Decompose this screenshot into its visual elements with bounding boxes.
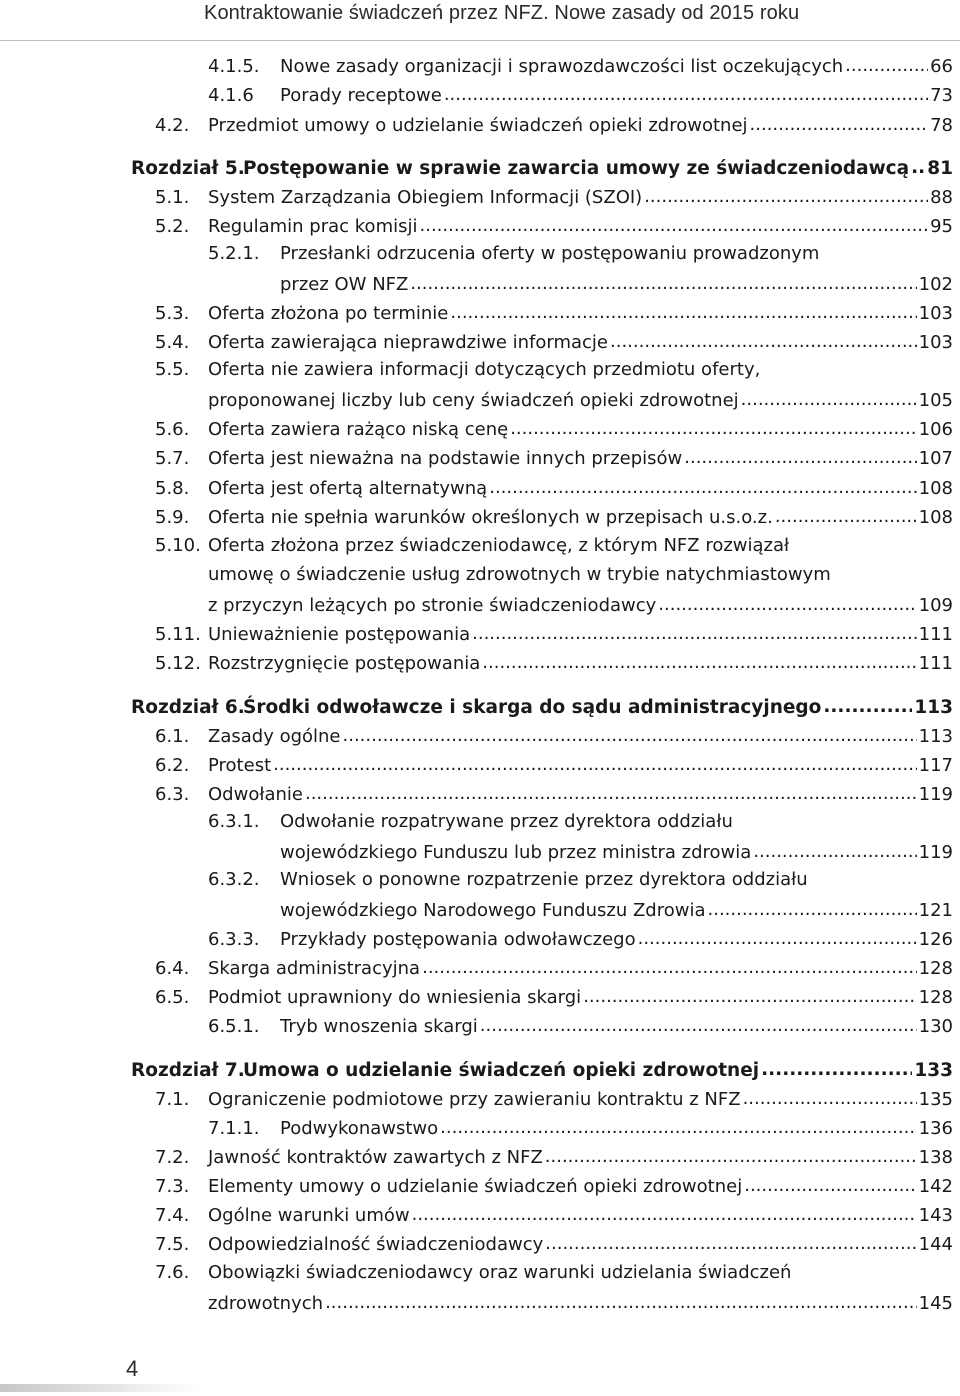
toc-dot-leader: [761, 1058, 912, 1076]
toc-entry-page: 138: [918, 1147, 953, 1168]
toc-entry-number: Rozdział 6.: [131, 697, 245, 718]
toc-entry-page: 128: [918, 987, 953, 1008]
toc-entry-number: 4.1.6: [208, 85, 254, 106]
toc-entry-title: Ograniczenie podmiotowe przy zawieraniu kontraktu z NFZ: [208, 1089, 741, 1110]
toc-entry-title: Odwołanie: [208, 784, 303, 805]
toc-entry-page: 144: [918, 1234, 953, 1255]
toc-dot-leader: [753, 840, 916, 858]
toc-chapter-entry: [131, 156, 953, 184]
toc-entry: [155, 753, 953, 781]
toc-entry-number: 6.1.: [155, 726, 190, 747]
toc-entry-title: proponowanej liczby lub ceny świadczeń opieki zdrowotnej: [208, 390, 739, 411]
toc-entry-number: 5.11.: [155, 624, 201, 645]
toc-dot-leader: [545, 1145, 917, 1163]
toc-entry: [208, 869, 953, 897]
toc-entry: [155, 1232, 953, 1260]
footer-decoration-bar: [0, 1384, 200, 1392]
toc-entry-page: 107: [918, 448, 953, 469]
toc-entry-title: Odpowiedzialność świadczeniodawcy: [208, 1234, 544, 1255]
toc-entry-page: 117: [918, 755, 953, 776]
toc-entry-page: 106: [918, 419, 953, 440]
toc-entry-page: 135: [918, 1089, 953, 1110]
running-header: [0, 0, 960, 30]
toc-dot-leader: [823, 695, 912, 713]
toc-entry-page: 88: [930, 187, 953, 208]
toc-entry-page: 108: [918, 478, 953, 499]
toc-entry: [155, 505, 953, 533]
toc-entry-title: Unieważnienie postępowania: [208, 624, 471, 645]
toc-entry-page: 113: [918, 726, 953, 747]
toc-entry-number: 4.2.: [155, 115, 190, 136]
toc-entry: [155, 564, 953, 592]
toc-dot-leader: [480, 1014, 917, 1032]
toc-dot-leader: [684, 446, 916, 464]
toc-entry-number: 7.1.1.: [208, 1118, 260, 1139]
page-number: 4: [126, 1356, 139, 1381]
toc-entry-page: 111: [918, 653, 953, 674]
toc-dot-leader: [440, 1116, 916, 1134]
toc-entry-number: 6.5.: [155, 987, 190, 1008]
toc-entry: [155, 330, 953, 358]
toc-dot-leader: [911, 156, 925, 174]
toc-entry-title: Przedmiot umowy o udzielanie świadczeń opieki zdrowotnej: [208, 115, 748, 136]
toc-entry-title: Skarga administracyjna: [208, 958, 421, 979]
toc-entry-number: 5.8.: [155, 478, 190, 499]
toc-dot-leader: [343, 724, 917, 742]
toc-entry-number: 5.2.1.: [208, 243, 260, 264]
toc-chapter-entry: [131, 1058, 953, 1086]
toc-dot-leader: [450, 301, 916, 319]
toc-entry-page: 128: [918, 958, 953, 979]
toc-entry-title: Obowiązki świadczeniodawcy oraz warunki udzielania świadczeń: [208, 1262, 792, 1283]
toc-entry-number: 5.2.: [155, 216, 190, 237]
toc-dot-leader: [545, 1232, 916, 1250]
toc-dot-leader: [741, 388, 917, 406]
toc-entry: [208, 840, 953, 868]
toc-dot-leader: [845, 54, 928, 72]
toc-entry-title: Jawność kontraktów zawartych z NFZ: [208, 1147, 543, 1168]
toc-entry-page: 126: [918, 929, 953, 950]
toc-entry: [208, 54, 953, 82]
toc-dot-leader: [644, 185, 928, 203]
toc-dot-leader: [510, 417, 916, 435]
toc-entry-number: 6.3.: [155, 784, 190, 805]
toc-entry-page: 73: [930, 85, 953, 106]
toc-dot-leader: [775, 505, 917, 523]
toc-entry-title: Postępowanie w sprawie zawarcia umowy ze świadczeniodawcą: [243, 158, 910, 179]
toc-entry-page: 66: [930, 56, 953, 77]
toc-entry: [208, 1014, 953, 1042]
toc-dot-leader: [489, 476, 916, 494]
toc-entry-number: 5.9.: [155, 507, 190, 528]
toc-entry-title: umowę o świadczenie usług zdrowotnych w trybie natychmiastowym: [208, 564, 831, 585]
toc-entry-number: 5.7.: [155, 448, 190, 469]
toc-entry: [155, 185, 953, 213]
toc-entry: [155, 1145, 953, 1173]
toc-dot-leader: [422, 956, 917, 974]
toc-entry-title: Wniosek o ponowne rozpatrzenie przez dyrektora oddziału: [280, 869, 808, 890]
toc-entry: [155, 446, 953, 474]
toc-entry-title: Oferta jest ofertą alternatywną: [208, 478, 488, 499]
toc-entry-number: Rozdział 7.: [131, 1060, 245, 1081]
toc-entry-number: 5.6.: [155, 419, 190, 440]
toc-dot-leader: [410, 272, 916, 290]
toc-entry-title: Nowe zasady organizacji i sprawozdawczości list oczekujących: [280, 56, 844, 77]
toc-entry-page: 145: [918, 1293, 953, 1314]
header-divider: [0, 40, 960, 41]
toc-entry-title: wojewódzkiego Narodowego Funduszu Zdrowia: [280, 900, 706, 921]
toc-entry-title: Oferta nie zawiera informacji dotyczących przedmiotu oferty,: [208, 359, 761, 380]
toc-entry-page: 78: [930, 115, 953, 136]
toc-entry-number: 6.2.: [155, 755, 190, 776]
toc-dot-leader: [583, 985, 916, 1003]
toc-entry-title: przez OW NFZ: [280, 274, 409, 295]
toc-entry: [155, 985, 953, 1013]
toc-entry: [155, 1291, 953, 1319]
toc-entry-title: Przesłanki odrzucenia oferty w postępowaniu prowadzonym: [280, 243, 820, 264]
running-header-title: Kontraktowanie świadczeń przez NFZ. Nowe zasady od 2015 roku: [204, 2, 800, 24]
toc-dot-leader: [743, 1087, 917, 1105]
toc-entry: [155, 388, 953, 416]
toc-entry: [155, 651, 953, 679]
toc-entry-page: 113: [914, 697, 953, 718]
toc-entry-number: 6.5.1.: [208, 1016, 260, 1037]
toc-entry-page: 105: [918, 390, 953, 411]
toc-entry-title: Oferta nie spełnia warunków określonych w przepisach u.s.o.z.: [208, 507, 773, 528]
toc-entry-number: 6.3.3.: [208, 929, 260, 950]
toc-entry: [155, 956, 953, 984]
toc-entry-page: 142: [918, 1176, 953, 1197]
toc-entry-page: 130: [918, 1016, 953, 1037]
toc-dot-leader: [744, 1174, 916, 1192]
toc-entry-number: 6.3.2.: [208, 869, 260, 890]
toc-entry-number: 5.5.: [155, 359, 190, 380]
toc-entry-number: 5.10.: [155, 535, 201, 556]
toc-entry: [208, 243, 953, 271]
toc-entry-title: Porady receptowe: [280, 85, 442, 106]
toc-entry: [208, 1116, 953, 1144]
toc-entry-number: 5.4.: [155, 332, 190, 353]
toc-entry-page: 133: [914, 1060, 953, 1081]
toc-entry-number: Rozdział 5.: [131, 158, 245, 179]
toc-entry-number: 7.5.: [155, 1234, 190, 1255]
toc-entry-title: Elementy umowy o udzielanie świadczeń opieki zdrowotnej: [208, 1176, 743, 1197]
toc-entry-page: 119: [918, 842, 953, 863]
toc-entry-title: Tryb wnoszenia skargi: [280, 1016, 478, 1037]
toc-entry-number: 7.2.: [155, 1147, 190, 1168]
toc-entry: [155, 1087, 953, 1115]
toc-entry-title: Ogólne warunki umów: [208, 1205, 410, 1226]
toc-entry-title: z przyczyn leżących po stronie świadczeniodawcy: [208, 595, 657, 616]
toc-entry-title: zdrowotnych: [208, 1293, 324, 1314]
toc-entry-title: Umowa o udzielanie świadczeń opieki zdrowotnej: [243, 1060, 760, 1081]
toc-entry: [155, 113, 953, 141]
toc-entry-number: 5.12.: [155, 653, 201, 674]
toc-entry-page: 103: [918, 332, 953, 353]
toc-dot-leader: [638, 927, 917, 945]
toc-entry-title: Podmiot uprawniony do wniesienia skargi: [208, 987, 582, 1008]
toc-entry: [208, 898, 953, 926]
toc-entry-title: Oferta złożona przez świadczeniodawcę, z którym NFZ rozwiązał: [208, 535, 790, 556]
toc-dot-leader: [412, 1203, 917, 1221]
toc-entry-title: Zasady ogólne: [208, 726, 341, 747]
toc-entry: [155, 476, 953, 504]
toc-entry-page: 81: [927, 158, 953, 179]
toc-entry-title: Oferta jest nieważna na podstawie innych przepisów: [208, 448, 683, 469]
toc-entry-page: 119: [918, 784, 953, 805]
toc-entry: [208, 83, 953, 111]
toc-entry-page: 102: [918, 274, 953, 295]
toc-entry: [155, 214, 953, 242]
toc-entry: [155, 417, 953, 445]
toc-entry-page: 103: [918, 303, 953, 324]
toc-entry-title: Oferta złożona po terminie: [208, 303, 449, 324]
toc-dot-leader: [708, 898, 917, 916]
toc-dot-leader: [420, 214, 929, 232]
toc-dot-leader: [305, 782, 917, 800]
toc-entry-title: Oferta zawiera rażąco niską cenę: [208, 419, 509, 440]
toc-entry-title: Oferta zawierająca nieprawdziwe informacje: [208, 332, 609, 353]
toc-dot-leader: [610, 330, 917, 348]
toc-entry: [155, 622, 953, 650]
toc-chapter-entry: [131, 695, 953, 723]
toc-dot-leader: [325, 1291, 917, 1309]
toc-entry-title: wojewódzkiego Funduszu lub przez ministra zdrowia: [280, 842, 752, 863]
toc-dot-leader: [750, 113, 929, 131]
toc-entry-title: Regulamin prac komisji: [208, 216, 418, 237]
toc-entry-page: 109: [918, 595, 953, 616]
toc-entry: [155, 359, 953, 387]
toc-entry-number: 7.4.: [155, 1205, 190, 1226]
toc-entry: [155, 1203, 953, 1231]
toc-entry-title: Protest: [208, 755, 272, 776]
toc-dot-leader: [658, 593, 916, 611]
toc-entry-title: Środki odwoławcze i skarga do sądu administracyjnego: [243, 697, 822, 718]
toc-entry-number: 4.1.5.: [208, 56, 260, 77]
toc-entry-page: 111: [918, 624, 953, 645]
toc-dot-leader: [472, 622, 917, 640]
toc-entry-page: 136: [918, 1118, 953, 1139]
toc-entry-number: 5.3.: [155, 303, 190, 324]
toc-dot-leader: [482, 651, 916, 669]
toc-entry: [155, 593, 953, 621]
toc-entry-title: Przykłady postępowania odwoławczego: [280, 929, 636, 950]
toc-dot-leader: [273, 753, 917, 771]
toc-entry: [155, 1174, 953, 1202]
toc-entry-number: 5.1.: [155, 187, 190, 208]
toc-entry: [155, 535, 953, 563]
toc-entry: [155, 724, 953, 752]
toc-entry-title: System Zarządzania Obiegiem Informacji (SZOI): [208, 187, 643, 208]
toc-entry-number: 7.1.: [155, 1089, 190, 1110]
toc-entry-title: Rozstrzygnięcie postępowania: [208, 653, 481, 674]
toc-entry-number: 7.6.: [155, 1262, 190, 1283]
toc-entry: [208, 927, 953, 955]
toc-entry-number: 6.4.: [155, 958, 190, 979]
toc-entry: [155, 301, 953, 329]
toc-entry-page: 108: [918, 507, 953, 528]
toc-entry-number: 6.3.1.: [208, 811, 260, 832]
toc-entry: [155, 782, 953, 810]
toc-entry-page: 121: [918, 900, 953, 921]
toc-entry: [208, 272, 953, 300]
toc-dot-leader: [444, 83, 928, 101]
toc-entry-title: Podwykonawstwo: [280, 1118, 439, 1139]
toc-entry-page: 143: [918, 1205, 953, 1226]
toc-entry-title: Odwołanie rozpatrywane przez dyrektora oddziału: [280, 811, 733, 832]
toc-entry-number: 7.3.: [155, 1176, 190, 1197]
toc-entry: [155, 1262, 953, 1290]
toc-entry: [208, 811, 953, 839]
toc-entry-page: 95: [930, 216, 953, 237]
